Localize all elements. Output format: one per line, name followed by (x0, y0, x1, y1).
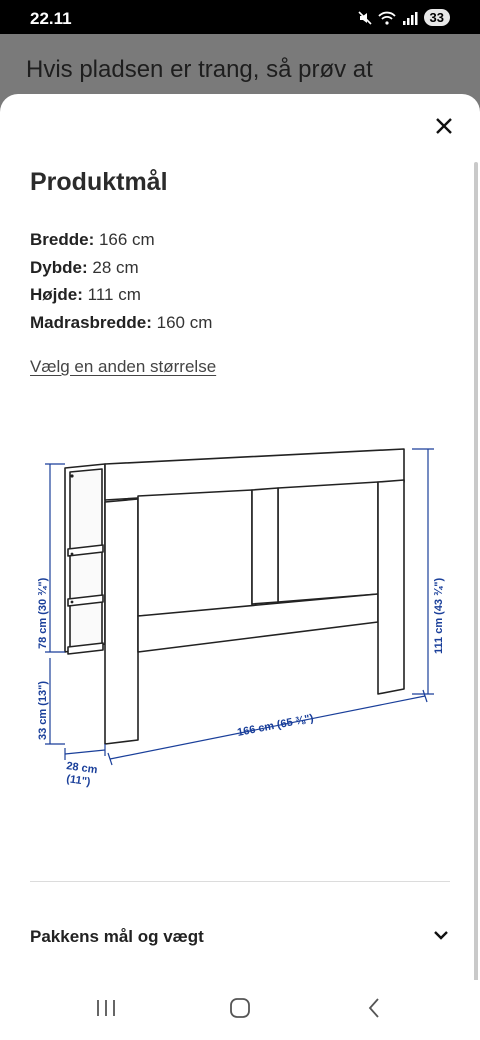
section-divider (30, 881, 450, 882)
label-depth-in: (11") (65, 773, 92, 789)
battery-indicator: 33 (424, 9, 450, 26)
recent-apps-button[interactable] (86, 992, 126, 1028)
status-icons (358, 9, 450, 26)
recent-apps-icon (95, 998, 117, 1023)
signal-icon (402, 11, 418, 25)
background-page-text: Hvis pladsen er trang, så prøv at (26, 56, 373, 83)
choose-other-size-link[interactable]: Vælg en anden størrelse (30, 357, 217, 376)
dimension-row-width: Bredde: 166 cm (30, 230, 155, 249)
label-shelf-height: 78 cm (30 ¾") (37, 577, 49, 649)
label-width: 166 cm (65 ⅜") (236, 712, 315, 739)
headboard-dimension-diagram (20, 444, 460, 804)
close-icon (434, 116, 454, 141)
product-dimensions-sheet (0, 94, 480, 1040)
home-button[interactable] (220, 992, 260, 1028)
status-time: 22.11 (30, 9, 72, 28)
scrollbar[interactable] (474, 162, 478, 992)
home-icon (229, 997, 251, 1024)
mute-icon (358, 11, 372, 25)
close-button[interactable] (426, 110, 462, 146)
dimension-row-mattress-width: Madrasbredde: 160 cm (30, 312, 213, 332)
system-navigation-bar (0, 980, 480, 1040)
dimension-row-height: Højde: 111 cm (30, 285, 141, 304)
back-button[interactable] (354, 992, 394, 1028)
label-total-height: 111 cm (43 ¾") (433, 577, 445, 654)
dimension-row-depth: Dybde: 28 cm (30, 257, 139, 277)
label-lower-height: 33 cm (13") (37, 680, 49, 740)
status-bar (0, 0, 480, 34)
label-depth-cm: 28 cm (65, 760, 99, 777)
accordion-label: Pakkens mål og vægt (30, 927, 204, 946)
package-dimensions-accordion[interactable] (30, 920, 450, 954)
dimension-list (30, 226, 212, 336)
wifi-icon (378, 11, 396, 25)
sheet-title: Produktmål (30, 168, 168, 196)
chevron-down-icon (432, 928, 450, 946)
back-icon (367, 997, 381, 1024)
